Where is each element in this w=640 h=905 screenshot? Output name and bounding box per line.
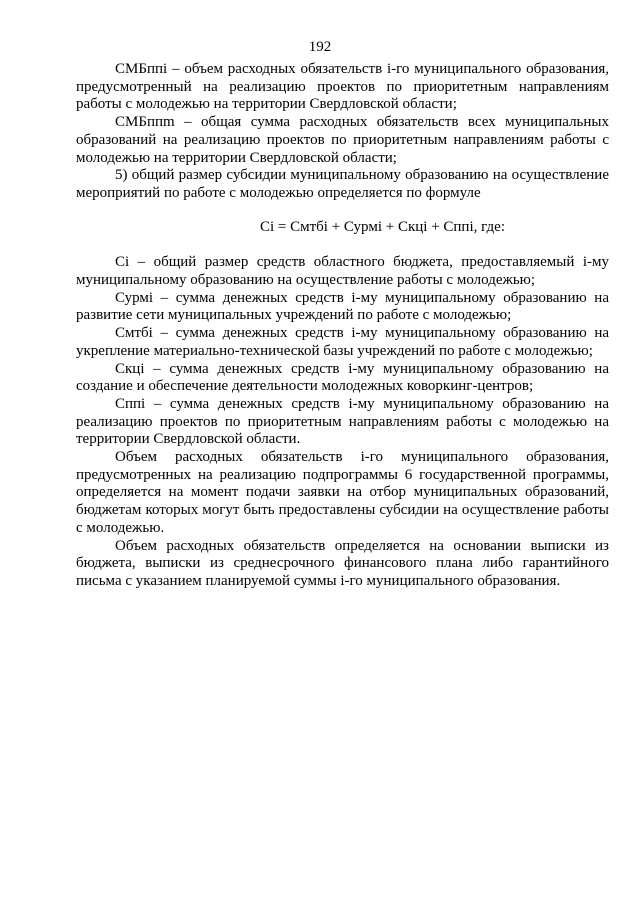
paragraph-sppi: Сппi – сумма денежных средств i-му муниципальному образованию на реализацию проектов по приоритетным направлениям работы с молодежью на территории Свердловской области. (76, 395, 609, 448)
paragraph-surmi: Сурмi – сумма денежных средств i-му муниципальному образованию на развитие сети муниципальных учреждений по работе с молодежью; (76, 289, 609, 324)
paragraph-obligations-basis: Объем расходных обязательств определяется на основании выписки из бюджета, выписки из среднесрочного финансового плана либо гарантийного письма с указанием планируемой суммы i-го муниципального образования. (76, 537, 609, 589)
paragraph-ci: Сi – общий размер средств областного бюджета, предоставляемый i-му муниципальному образованию на осуществление работы с молодежью; (76, 254, 609, 289)
paragraph-item-5: 5) общий размер субсидии муниципальному образованию на осуществление мероприятий по работе с молодежью определяется по формуле (76, 167, 609, 201)
paragraph-smb-ppi: СМБппi – объем расходных обязательств i-го муниципального образования, предусмотренный на реализацию проектов по приоритетным направлениям работы с молодежью на территории Свердловской области; (76, 61, 609, 113)
paragraph-skci: Скцi – сумма денежных средств i-му муниципальному образованию на создание и обеспечение деятельности молодежных коворкинг-центров; (76, 360, 609, 395)
paragraph-obligations-volume: Объем расходных обязательств i-го муниципального образования, предусмотренных на реализацию подпрограммы 6 государственной программы, определяется на момент подачи заявки на отбор муниципальных образований, бюджетам которых могут быть предоставлены субсидии на осуществление работы с молодежью. (76, 449, 609, 536)
document-body (76, 61, 609, 591)
paragraph-smtbi: Смтбi – сумма денежных средств i-му муниципальному образованию на укрепление материально-технической базы учреждений по работе с молодежью; (76, 325, 609, 359)
paragraph-smb-ppm: СМБппm – общая сумма расходных обязательств всех муниципальных образований на реализацию проектов по приоритетным направлениям работы с молодежью на территории Свердловской области; (76, 114, 609, 166)
page-number: 192 (308, 39, 332, 55)
formula: Сi = Смтбi + Сурмi + Скцi + Сппi, где: (259, 218, 505, 235)
